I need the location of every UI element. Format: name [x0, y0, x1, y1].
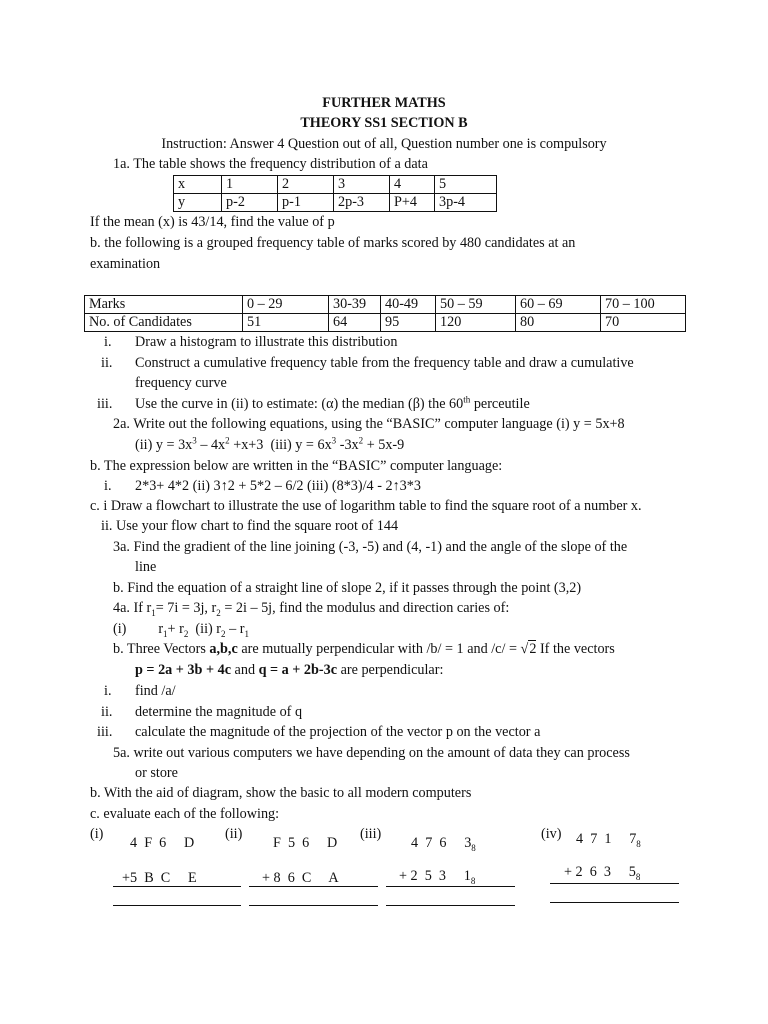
- table-row: [85, 296, 686, 314]
- table-cell: 70: [601, 314, 686, 332]
- problem-label: (ii): [225, 826, 243, 842]
- question-4b: b. Three Vectors a,b,c are mutually perpendicular with /b/ = 1 and /c/ = √2 If the vectors: [113, 641, 615, 657]
- list-item: calculate the magnitude of the projection of the vector p on the vector a: [135, 724, 541, 740]
- question-1a: 1a. The table shows the frequency distribution of a data: [113, 156, 428, 172]
- list-item: Construct a cumulative frequency table from the frequency table and draw a cumulative: [135, 355, 634, 371]
- item-number: i.: [104, 334, 112, 350]
- item-number: i.: [104, 478, 112, 494]
- instruction: Instruction: Answer 4 Question out of all, Question number one is compulsory: [161, 136, 607, 152]
- table-cell: 50 – 59: [436, 296, 516, 314]
- table-cell: 51: [243, 314, 329, 332]
- answer-line: [550, 902, 679, 903]
- question-1b: b. the following is a grouped frequency table of marks scored by 480 candidates at an: [90, 235, 576, 251]
- table-cell: 2: [278, 176, 334, 194]
- table-cell: 95: [381, 314, 436, 332]
- problem-top: 4 F 6 D: [130, 835, 195, 851]
- problem-top: 4 7 1 $7_8$: [576, 831, 641, 849]
- answer-line: [249, 905, 378, 906]
- problem-label: (iv): [541, 826, 562, 842]
- question-2a: 2a. Write out the following equations, using the “BASIC” computer language (i) y = 5x+8: [113, 416, 625, 432]
- question-4a-parts: (i) $r_1+ r_2$ (ii) $r_2 - r_1$: [113, 621, 249, 639]
- problem-label: (i): [90, 826, 104, 842]
- question-3a: 3a. Find the gradient of the line joining (-3, -5) and (4, -1) and the angle of the slope of the: [113, 539, 628, 555]
- table-row: [174, 176, 497, 194]
- sqrt-symbol: √2: [520, 641, 537, 657]
- table-cell: 3: [334, 176, 390, 194]
- question-4b-vectors: p = 2a + 3b + 4c and q = a + 2b-3c are perpendicular:: [135, 662, 444, 678]
- item-number: iii.: [97, 724, 113, 740]
- table-cell: 40-49: [381, 296, 436, 314]
- answer-line: [113, 905, 241, 906]
- item-number: ii.: [101, 704, 113, 720]
- section-title: THEORY SS1 SECTION B: [300, 115, 468, 131]
- question-2b: b. The expression below are written in the “BASIC” computer language:: [90, 458, 503, 474]
- table-cell: 3p-4: [435, 194, 497, 212]
- problem-bottom: + 2 5 3 $1_8$: [399, 868, 476, 886]
- question-5a-cont: or store: [135, 765, 178, 781]
- question-1b-cont: examination: [90, 256, 161, 272]
- question-5b: b. With the aid of diagram, show the basic to all modern computers: [90, 785, 472, 801]
- table-cell: 4: [390, 176, 435, 194]
- table-cell: P+4: [390, 194, 435, 212]
- sum-line: [550, 883, 679, 884]
- table-cell: p-2: [222, 194, 278, 212]
- item-number: iii.: [97, 396, 113, 412]
- question-2a-equations: (ii) $y = 3x^3 - 4x^2 +x+3$ (iii) $y = 6x^3$ $-3x^2 + 5x-9$: [135, 435, 405, 453]
- table-cell: 120: [436, 314, 516, 332]
- problem-bottom: +5 B C E: [122, 870, 197, 886]
- table-cell: Marks: [85, 296, 243, 314]
- question-2c: c. i Draw a flowchart to illustrate the use of logarithm table to find the square root of a number x.: [90, 498, 642, 514]
- question-5a: 5a. write out various computers we have depending on the amount of data they can process: [113, 745, 630, 761]
- list-item-cont: frequency curve: [135, 375, 227, 391]
- list-item: Use the curve in (ii) to estimate: (α) the median (β) the 60th perceutile: [135, 394, 530, 412]
- list-item: 2*3+ 4*2 (ii) 3↑2 + 5*2 – 6/2 (iii) (8*3)/4 - 2↑3*3: [135, 478, 421, 494]
- answer-line: [386, 905, 515, 906]
- list-item: determine the magnitude of q: [135, 704, 303, 720]
- item-number: ii.: [101, 355, 113, 371]
- question-3a-cont: line: [135, 559, 157, 575]
- sum-line: [113, 886, 241, 887]
- table-cell: p-1: [278, 194, 334, 212]
- problem-top: F 5 6 D: [273, 835, 338, 851]
- table-cell: 5: [435, 176, 497, 194]
- question-3b: b. Find the equation of a straight line of slope 2, if it passes through the point (3,2): [113, 580, 582, 596]
- sum-line: [249, 886, 378, 887]
- table-cell: 1: [222, 176, 278, 194]
- frequency-table: [173, 175, 497, 212]
- problem-bottom: + 8 6 C A: [262, 870, 339, 886]
- table-cell: 80: [516, 314, 601, 332]
- table-cell: 0 – 29: [243, 296, 329, 314]
- table-cell: 60 – 69: [516, 296, 601, 314]
- question-5c: c. evaluate each of the following:: [90, 806, 280, 822]
- table-row: [85, 314, 686, 332]
- item-number: i.: [104, 683, 112, 699]
- question-4a: 4a. If $r_1= 7i = 3j$, $r_2 = 2i - 5j$, find the modulus and direction caries of:: [113, 600, 510, 618]
- problem-label: (iii): [360, 826, 382, 842]
- table-cell: 64: [329, 314, 381, 332]
- table-cell: 70 – 100: [601, 296, 686, 314]
- table-cell: x: [174, 176, 222, 194]
- list-item: Draw a histogram to illustrate this distribution: [135, 334, 398, 350]
- problem-bottom: + 2 6 3 $5_8$: [564, 864, 641, 882]
- table-cell: 2p-3: [334, 194, 390, 212]
- mean-text: If the mean (x) is 43/14, find the value of p: [90, 214, 335, 230]
- table-row: [174, 194, 497, 212]
- table-cell: y: [174, 194, 222, 212]
- list-item: find /a/: [135, 683, 176, 699]
- subject-title: FURTHER MATHS: [322, 95, 446, 111]
- table-cell: No. of Candidates: [85, 314, 243, 332]
- table-cell: 30-39: [329, 296, 381, 314]
- question-2c-ii: ii. Use your flow chart to find the square root of 144: [101, 518, 399, 534]
- grouped-frequency-table: [84, 295, 686, 332]
- problem-top: 4 7 6 $3_8$: [411, 835, 476, 853]
- sum-line: [386, 886, 515, 887]
